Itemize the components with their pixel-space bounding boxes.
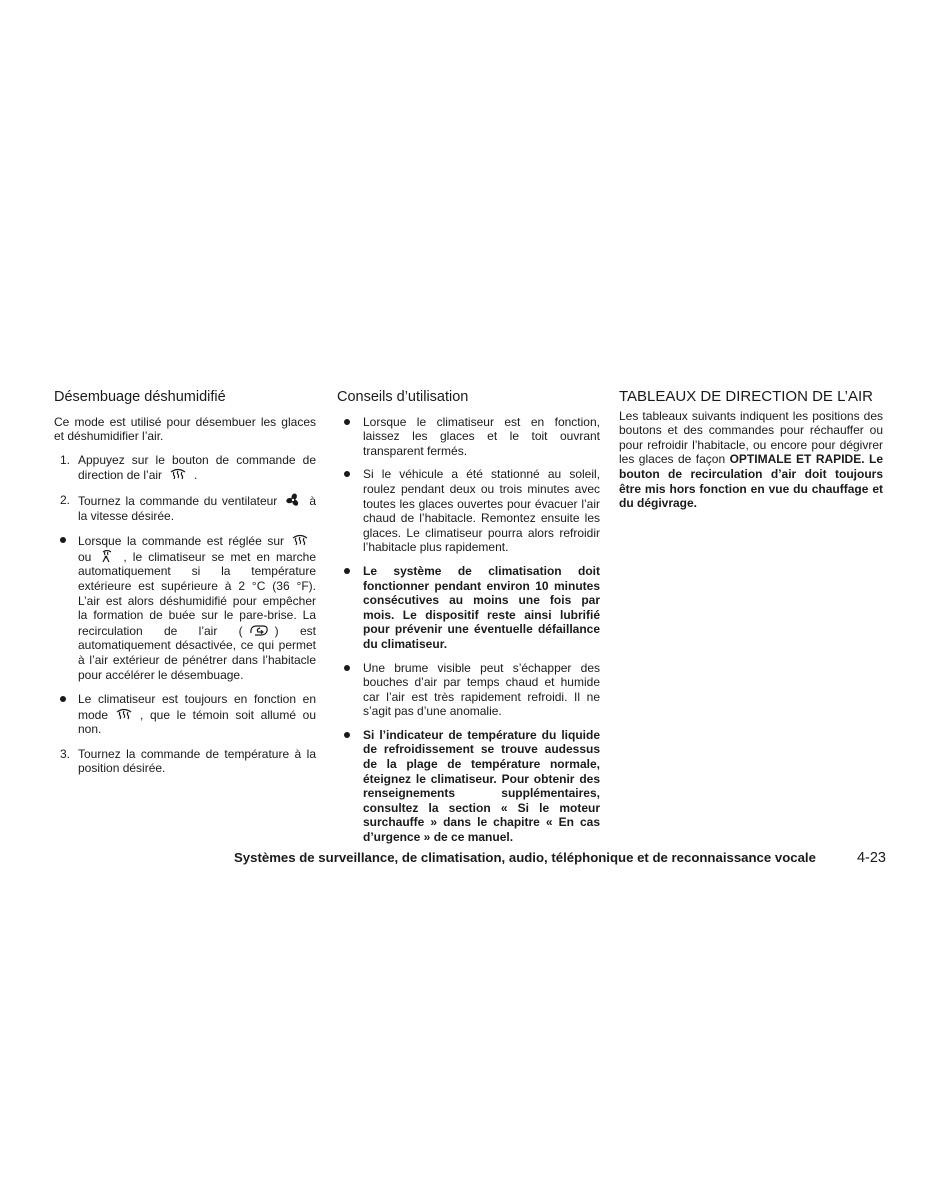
step-1-end: . (194, 468, 198, 483)
paragraph-text: Les tableaux suivants indiquent les positions des boutons et des commandes pour réchauffer ou pour refroidir l’habitacle, ou encore pour dégivrer les glaces de façon (619, 408, 883, 467)
step-number: 3. (60, 746, 71, 761)
defrost-floor-icon (97, 549, 117, 563)
paragraph-emphasis: . Le bouton de recirculation d’air doit toujours être mis hors fonction en vue du chauffage et du dégivrage. (619, 452, 884, 511)
tip-item (337, 661, 600, 719)
tip-item (337, 564, 600, 652)
bullet-always-on (54, 692, 316, 737)
paragraph-emphasis: OPTIMALE ET RAPIDE (729, 452, 862, 467)
heading-air-direction: TABLEAUX DE DIRECTION DE L’AIR (619, 388, 873, 405)
step-3 (54, 747, 316, 776)
tip-item (337, 467, 600, 555)
bullet-dot (60, 696, 66, 702)
defrost-icon (290, 533, 310, 547)
step-number: 1. (60, 452, 71, 467)
bullet-text: ou (78, 549, 92, 564)
tip-text: Une brume visible peut s’échapper des bouches d’air par temps chaud et humide car l’air est très rapidement refroidi. Il ne s’agit pas d’une anomalie. (363, 660, 600, 719)
heading-tips: Conseils d’utilisation (337, 389, 469, 405)
step-2 (54, 493, 316, 523)
bullet-text: ) est automatiquement désactivée, ce qui permet à l’air extérieur de pénétrer dans l’habitacle pour accélérer le désembuage. (78, 623, 316, 682)
intro-paragraph: Ce mode est utilisé pour désembuer les glaces et déshumidifier l’air. (54, 414, 316, 444)
defrost-icon (168, 467, 188, 481)
bullet-dot (344, 732, 350, 738)
tip-item (337, 728, 600, 845)
bullet-text: , le climatiseur se met en marche automatiquement si la température extérieure est supérieure à 2 °C (36 °F). L’air est alors déshumidifié pour empêcher la formation de buée sur le pare-brise. La recirculation de l’air ( (78, 549, 316, 638)
bullet-dot (344, 568, 350, 574)
footer-section-title: Systèmes de surveillance, de climatisation, audio, téléphonique et de reconnaissance vocale (234, 850, 816, 865)
defrost-icon (114, 707, 134, 721)
step-2-end: à la vitesse désirée. (78, 493, 316, 523)
tip-text: Si le véhicule a été stationné au soleil, roulez pendant deux ou trois minutes avec toutes les glaces ouvertes pour évacuer l’air chaud de l’habitacle. Remontez ensuite les glaces. Le climatiseur pourra alors refroidir l’habitacle plus rapidement. (363, 467, 600, 555)
column-air-direction (619, 390, 883, 511)
tip-text: Lorsque le climatiseur est en fonction, laissez les glaces et le toit ouvrant transparent fermés. (363, 414, 600, 458)
column-tips (337, 390, 600, 854)
tip-item (337, 415, 600, 459)
tip-text: Le système de climatisation doit fonctionner pendant environ 10 minutes consécutives au moins une fois par mois. Le dispositif reste ainsi lubrifié pour prévenir une éventuelle défaillance du climatiseur. (363, 563, 600, 651)
step-1 (54, 453, 316, 483)
fan-icon (283, 493, 303, 507)
bullet-auto-ac (54, 533, 316, 682)
column-defog (54, 390, 316, 786)
step-number: 2. (60, 492, 71, 507)
bullet-text: Le climatiseur est toujours en fonction en mode (78, 692, 316, 722)
page-number: 4-23 (856, 850, 886, 866)
heading-defog: Désembuage déshumidifié (54, 389, 226, 405)
step-3-text: Tournez la commande de température à la position désirée. (78, 746, 316, 776)
tip-text: Si l’indicateur de température du liquide de refroidissement se trouve audessus de la plage de température normale, éteignez le climatiseur. Pour obtenir des renseignements supplémentaires, consultez la section « Si le moteur surchauffe » dans le chapitre « En cas d’urgence » de ce manuel. (363, 727, 600, 845)
bullet-dot (60, 537, 66, 543)
bullet-dot (344, 471, 350, 477)
bullet-dot (344, 419, 350, 425)
step-1-text: Appuyez sur le bouton de commande de direction de l’air (78, 452, 316, 483)
bullet-text: , que le témoin soit allumé ou non. (78, 707, 316, 737)
bullet-text: Lorsque la commande est réglée sur (78, 534, 284, 549)
page-footer (234, 850, 886, 866)
air-direction-paragraph (619, 409, 883, 511)
step-2-text: Tournez la commande du ventilateur (78, 493, 278, 508)
recirculation-icon (249, 623, 269, 637)
bullet-dot (344, 665, 350, 671)
